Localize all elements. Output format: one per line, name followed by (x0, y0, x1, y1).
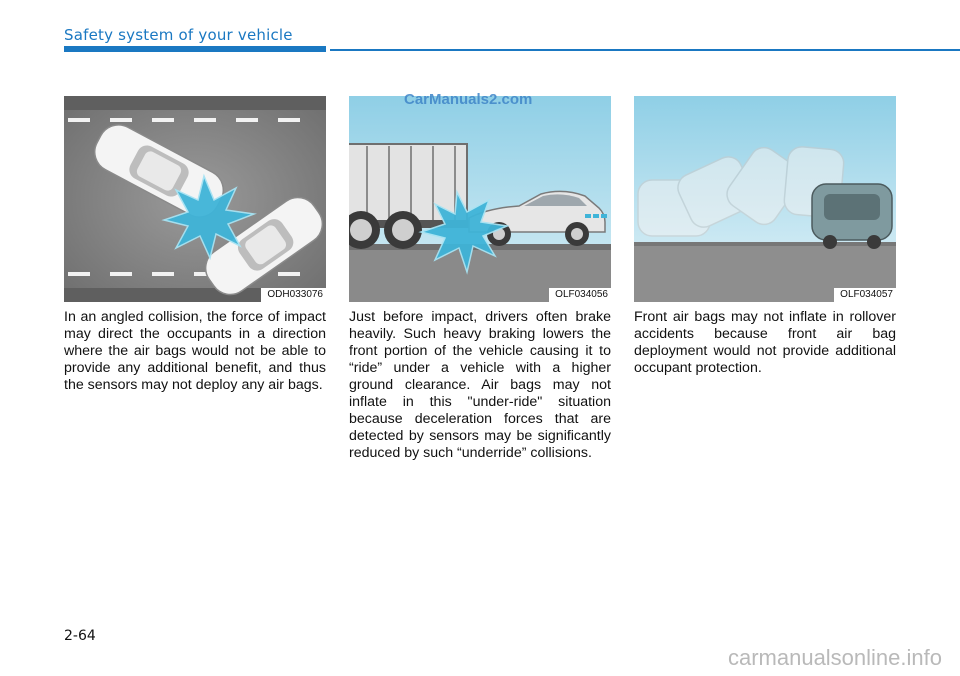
paragraph-underride: Just before impact, drivers often brake heavily. Such heavy braking lowers the front portion of the vehicle causing it to “ride” under a vehicle with a higher ground clearance. Air bags may not inflate in this "under-ride" situation because deceleration forces that are detected by sensors may be significantly reduced by such “underride” collisions. (349, 309, 611, 461)
section-title: Safety system of your vehicle (64, 26, 293, 44)
header-rule-thin (330, 49, 960, 51)
figure-code: ODH033076 (261, 288, 326, 302)
rollover-illustration (634, 96, 896, 302)
paragraph-angled-collision: In an angled collision, the force of impact may direct the occupants in a direction where the air bags would not be able to provide any additional benefit, and thus the sensors may not deploy any air bags. (64, 309, 326, 393)
underride-illustration (349, 96, 611, 302)
watermark-text: CarManuals2.com (404, 91, 533, 108)
figure-code: OLF034056 (549, 288, 611, 302)
angled-collision-illustration (64, 96, 326, 302)
figure-angled-collision (64, 96, 326, 302)
figure-rollover (634, 96, 896, 302)
figure-underride (349, 96, 611, 302)
figure-code: OLF034057 (834, 288, 896, 302)
page-number: 2-64 (64, 628, 96, 644)
site-watermark: carmanualsonline.info (727, 645, 942, 670)
header-rule-thick (64, 46, 326, 52)
paragraph-rollover: Front air bags may not inflate in rollover accidents because front air bag deployment would not provide additional occupant protection. (634, 309, 896, 376)
